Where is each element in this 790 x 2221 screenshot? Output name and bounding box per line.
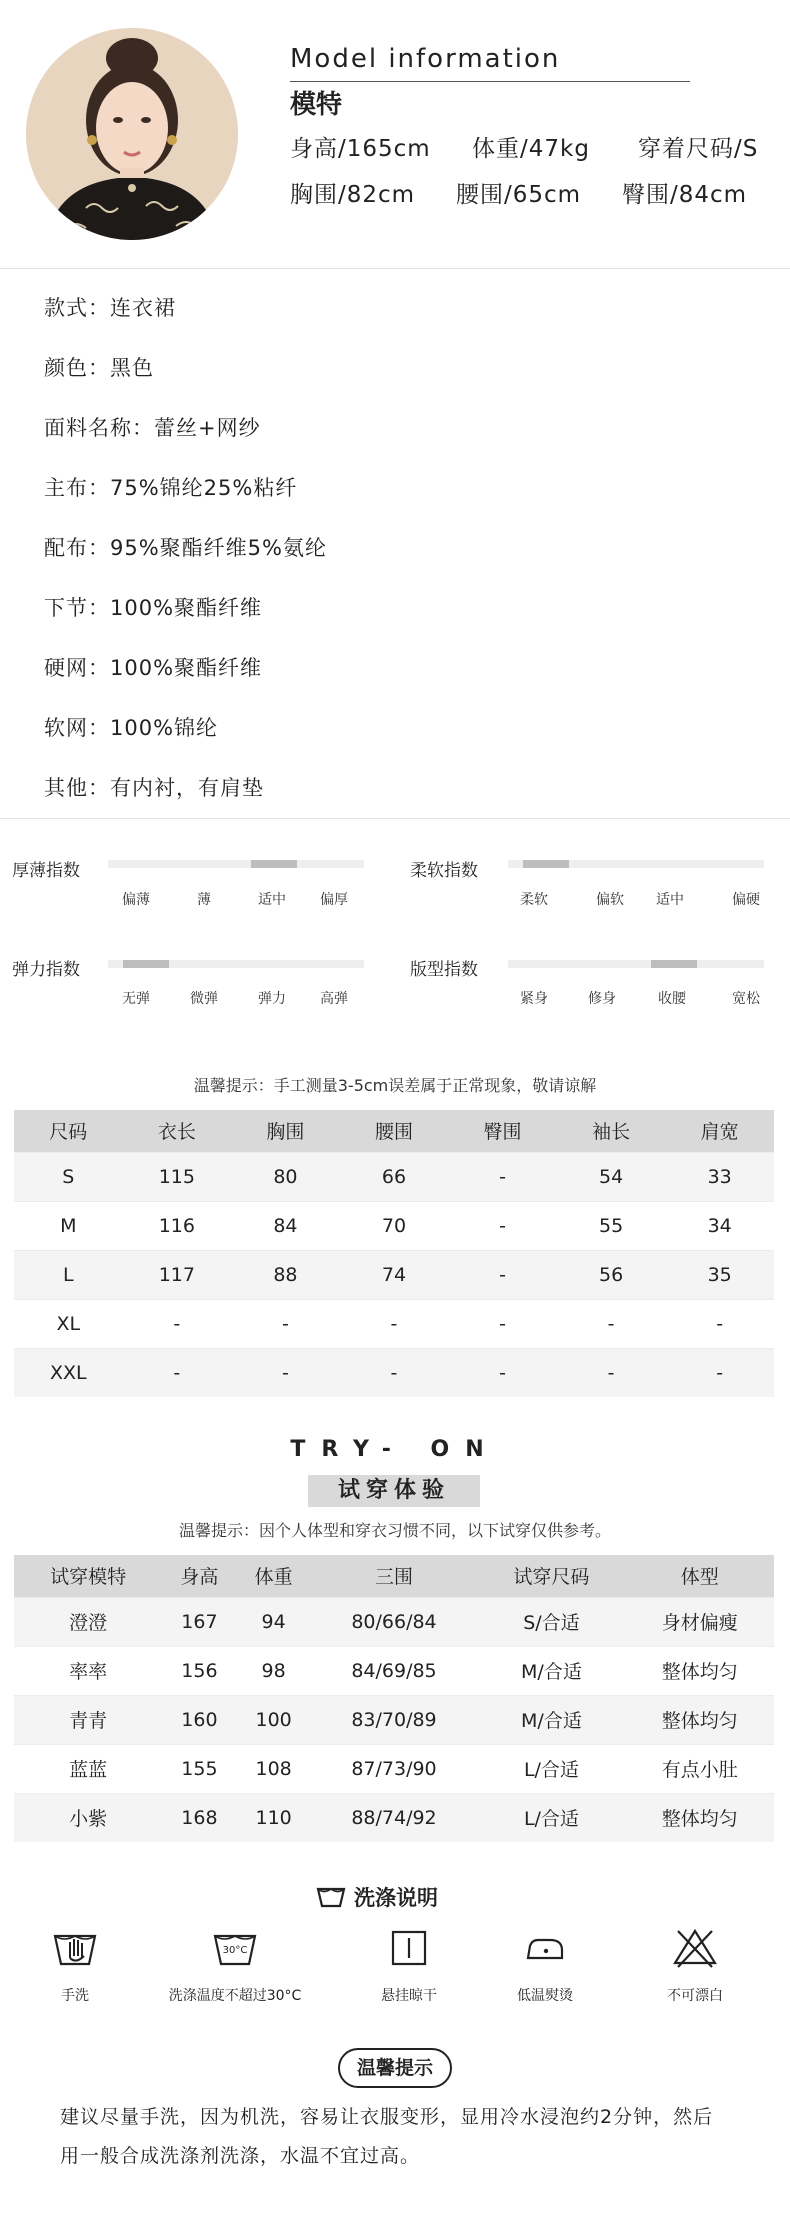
table-cell: 87/73/90 bbox=[311, 1744, 478, 1793]
table-cell: 54 bbox=[557, 1152, 666, 1201]
wash-basin-icon bbox=[316, 1885, 346, 1909]
table-cell: 108 bbox=[237, 1744, 311, 1793]
table-row bbox=[14, 1744, 774, 1793]
attr-style: 款式：连衣裙 bbox=[44, 296, 176, 320]
table-row bbox=[14, 1646, 774, 1695]
table-cell: 35 bbox=[665, 1250, 774, 1299]
index-track-fit bbox=[508, 960, 764, 968]
table-cell: - bbox=[231, 1299, 340, 1348]
wash-label: 洗涤温度不超过30°C bbox=[168, 1988, 302, 2004]
attr-main-fabric: 主布：75%锦纶25%粘纤 bbox=[44, 476, 298, 500]
table-cell: XXL bbox=[14, 1348, 123, 1397]
hand-wash-icon bbox=[52, 1928, 98, 1968]
index-fill bbox=[523, 860, 569, 868]
table-cell: 83/70/89 bbox=[311, 1695, 478, 1744]
table-row bbox=[14, 1695, 774, 1744]
model-title-rule bbox=[290, 81, 690, 82]
model-info-subtitle: 模特 bbox=[290, 90, 343, 120]
table-cell: 117 bbox=[123, 1250, 232, 1299]
index-option: 偏厚 bbox=[320, 892, 348, 908]
table-cell: 率率 bbox=[14, 1646, 162, 1695]
tryon-table-header bbox=[14, 1555, 774, 1597]
table-cell: 70 bbox=[340, 1201, 449, 1250]
index-option: 适中 bbox=[656, 892, 684, 908]
index-option: 修身 bbox=[588, 991, 616, 1007]
index-option: 薄 bbox=[197, 892, 211, 908]
model-height: 身高/165cm bbox=[290, 136, 431, 162]
table-cell: M/合适 bbox=[477, 1695, 625, 1744]
model-portrait-illustration bbox=[26, 28, 238, 240]
index-track-elasticity bbox=[108, 960, 364, 968]
index-option: 适中 bbox=[258, 892, 286, 908]
table-row bbox=[14, 1152, 774, 1201]
table-cell: 84/69/85 bbox=[311, 1646, 478, 1695]
index-label: 柔软指数 bbox=[410, 861, 478, 881]
index-label: 弹力指数 bbox=[12, 960, 80, 980]
attr-other: 其他：有内衬，有肩垫 bbox=[44, 776, 264, 800]
table-cell: 身材偏瘦 bbox=[626, 1597, 774, 1646]
index-option: 宽松 bbox=[732, 991, 760, 1007]
model-info-title: Model information bbox=[290, 44, 561, 74]
table-cell: S bbox=[14, 1152, 123, 1201]
model-bust: 胸围/82cm bbox=[290, 182, 416, 208]
table-cell: 116 bbox=[123, 1201, 232, 1250]
table-cell: 100 bbox=[237, 1695, 311, 1744]
table-cell: 155 bbox=[162, 1744, 236, 1793]
table-cell: M/合适 bbox=[477, 1646, 625, 1695]
hang-dry-icon bbox=[389, 1928, 429, 1968]
wash-label: 低温熨烫 bbox=[517, 1988, 573, 2004]
tryon-note: 温馨提示：因个人体型和穿衣习惯不同，以下试穿仅供参考。 bbox=[178, 1521, 611, 1540]
wash-item bbox=[620, 1925, 770, 2005]
low-iron-icon bbox=[522, 1928, 568, 1968]
table-cell: 蓝蓝 bbox=[14, 1744, 162, 1793]
table-cell: 小紫 bbox=[14, 1793, 162, 1842]
header-shoulder: 肩宽 bbox=[665, 1110, 774, 1152]
size-table-note: 温馨提示：手工测量3-5cm误差属于正常现象，敬请谅解 bbox=[193, 1076, 597, 1095]
index-option: 弹力 bbox=[258, 991, 286, 1007]
table-cell: - bbox=[665, 1348, 774, 1397]
index-track-thickness bbox=[108, 860, 364, 868]
index-option: 收腰 bbox=[658, 991, 686, 1007]
table-cell: 80 bbox=[231, 1152, 340, 1201]
attr-fabric: 面料名称：蕾丝+网纱 bbox=[44, 416, 261, 440]
index-option: 无弹 bbox=[122, 991, 150, 1007]
table-cell: 115 bbox=[123, 1152, 232, 1201]
table-cell: - bbox=[557, 1299, 666, 1348]
table-cell: 青青 bbox=[14, 1695, 162, 1744]
table-cell: 84 bbox=[231, 1201, 340, 1250]
wash-item bbox=[470, 1925, 620, 2005]
header-length: 衣长 bbox=[123, 1110, 232, 1152]
index-fill bbox=[123, 960, 169, 968]
table-cell: - bbox=[340, 1348, 449, 1397]
model-waist: 腰围/65cm bbox=[456, 182, 582, 208]
tips-text-line-2: 用一般合成洗涤剂洗涤，水温不宜过高。 bbox=[60, 2145, 421, 2167]
table-cell: 整体均匀 bbox=[626, 1695, 774, 1744]
table-cell: 88/74/92 bbox=[311, 1793, 478, 1842]
table-cell: L/合适 bbox=[477, 1793, 625, 1842]
index-fill bbox=[651, 960, 697, 968]
table-cell: 整体均匀 bbox=[626, 1793, 774, 1842]
tryon-title-zh: 试穿体验 bbox=[308, 1475, 480, 1507]
size-table bbox=[14, 1110, 774, 1397]
table-cell: S/合适 bbox=[477, 1597, 625, 1646]
table-cell: - bbox=[448, 1250, 557, 1299]
index-option: 偏薄 bbox=[122, 892, 150, 908]
table-cell: - bbox=[123, 1348, 232, 1397]
index-option: 微弹 bbox=[190, 991, 218, 1007]
table-row bbox=[14, 1597, 774, 1646]
tips-badge: 温馨提示 bbox=[338, 2048, 452, 2088]
attr-hard-mesh: 硬网：100%聚酯纤维 bbox=[44, 656, 263, 680]
table-cell: L/合适 bbox=[477, 1744, 625, 1793]
attr-secondary-fabric: 配布：95%聚酯纤维5%氨纶 bbox=[44, 536, 327, 560]
table-cell: - bbox=[123, 1299, 232, 1348]
table-cell: 94 bbox=[237, 1597, 311, 1646]
table-cell: 澄澄 bbox=[14, 1597, 162, 1646]
wash-item bbox=[160, 1925, 310, 2005]
tips-text-line-1: 建议尽量手洗，因为机洗，容易让衣服变形，显用冷水浸泡约2分钟，然后 bbox=[60, 2106, 714, 2128]
table-cell: 160 bbox=[162, 1695, 236, 1744]
tryon-table bbox=[14, 1555, 774, 1842]
section-divider bbox=[0, 268, 790, 269]
table-cell: 56 bbox=[557, 1250, 666, 1299]
attr-color: 颜色：黑色 bbox=[44, 356, 154, 380]
header-model: 试穿模特 bbox=[14, 1555, 162, 1597]
table-row bbox=[14, 1250, 774, 1299]
header-tryon-size: 试穿尺码 bbox=[477, 1555, 625, 1597]
table-cell: 98 bbox=[237, 1646, 311, 1695]
model-size: 穿着尺码/S bbox=[638, 136, 759, 162]
header-height: 身高 bbox=[162, 1555, 236, 1597]
header-size: 尺码 bbox=[14, 1110, 123, 1152]
table-cell: - bbox=[448, 1348, 557, 1397]
index-option: 偏硬 bbox=[732, 892, 760, 908]
wash-temp-text: 30°C bbox=[222, 1945, 248, 1956]
table-cell: - bbox=[340, 1299, 449, 1348]
table-row bbox=[14, 1793, 774, 1842]
wash-item bbox=[0, 1925, 150, 2005]
model-hip: 臀围/84cm bbox=[622, 182, 748, 208]
table-cell: 有点小肚 bbox=[626, 1744, 774, 1793]
index-label: 版型指数 bbox=[410, 960, 478, 980]
wash-label: 不可漂白 bbox=[667, 1988, 723, 2004]
washing-title: 洗涤说明 bbox=[354, 1886, 438, 1910]
table-cell: 156 bbox=[162, 1646, 236, 1695]
table-cell: - bbox=[448, 1299, 557, 1348]
wash-item bbox=[334, 1925, 484, 2005]
table-cell: 110 bbox=[237, 1793, 311, 1842]
table-cell: 33 bbox=[665, 1152, 774, 1201]
tryon-title-en: TRY- ON bbox=[290, 1437, 500, 1462]
table-cell: M bbox=[14, 1201, 123, 1250]
model-avatar bbox=[26, 28, 238, 240]
index-label: 厚薄指数 bbox=[12, 861, 80, 881]
table-cell: - bbox=[448, 1201, 557, 1250]
table-cell: 66 bbox=[340, 1152, 449, 1201]
table-row bbox=[14, 1299, 774, 1348]
attr-lower-fabric: 下节：100%聚酯纤维 bbox=[44, 596, 263, 620]
index-option: 紧身 bbox=[520, 991, 548, 1007]
index-option: 偏软 bbox=[596, 892, 624, 908]
table-cell: 74 bbox=[340, 1250, 449, 1299]
table-row bbox=[14, 1348, 774, 1397]
size-table-header bbox=[14, 1110, 774, 1152]
index-fill bbox=[251, 860, 297, 868]
section-divider bbox=[0, 818, 790, 819]
header-body-type: 体型 bbox=[626, 1555, 774, 1597]
table-cell: 88 bbox=[231, 1250, 340, 1299]
header-hip: 臀围 bbox=[448, 1110, 557, 1152]
table-cell: 34 bbox=[665, 1201, 774, 1250]
header-bust: 胸围 bbox=[231, 1110, 340, 1152]
table-cell: 整体均匀 bbox=[626, 1646, 774, 1695]
washing-title-row bbox=[316, 1882, 438, 1912]
table-cell: - bbox=[448, 1152, 557, 1201]
table-cell: - bbox=[231, 1348, 340, 1397]
header-sleeve: 袖长 bbox=[557, 1110, 666, 1152]
table-cell: L bbox=[14, 1250, 123, 1299]
table-cell: - bbox=[665, 1299, 774, 1348]
attr-soft-mesh: 软网：100%锦纶 bbox=[44, 716, 219, 740]
table-row bbox=[14, 1201, 774, 1250]
no-bleach-icon bbox=[672, 1927, 718, 1969]
wash-label: 悬挂晾干 bbox=[381, 1988, 437, 2004]
table-cell: 167 bbox=[162, 1597, 236, 1646]
header-weight: 体重 bbox=[237, 1555, 311, 1597]
table-cell: 80/66/84 bbox=[311, 1597, 478, 1646]
model-weight: 体重/47kg bbox=[472, 136, 590, 162]
header-waist: 腰围 bbox=[340, 1110, 449, 1152]
index-option: 高弹 bbox=[320, 991, 348, 1007]
table-cell: 55 bbox=[557, 1201, 666, 1250]
table-cell: XL bbox=[14, 1299, 123, 1348]
header-measurements: 三围 bbox=[311, 1555, 478, 1597]
table-cell: 168 bbox=[162, 1793, 236, 1842]
wash-label: 手洗 bbox=[61, 1988, 89, 2004]
index-track-softness bbox=[508, 860, 764, 868]
index-option: 柔软 bbox=[520, 892, 548, 908]
table-cell: - bbox=[557, 1348, 666, 1397]
